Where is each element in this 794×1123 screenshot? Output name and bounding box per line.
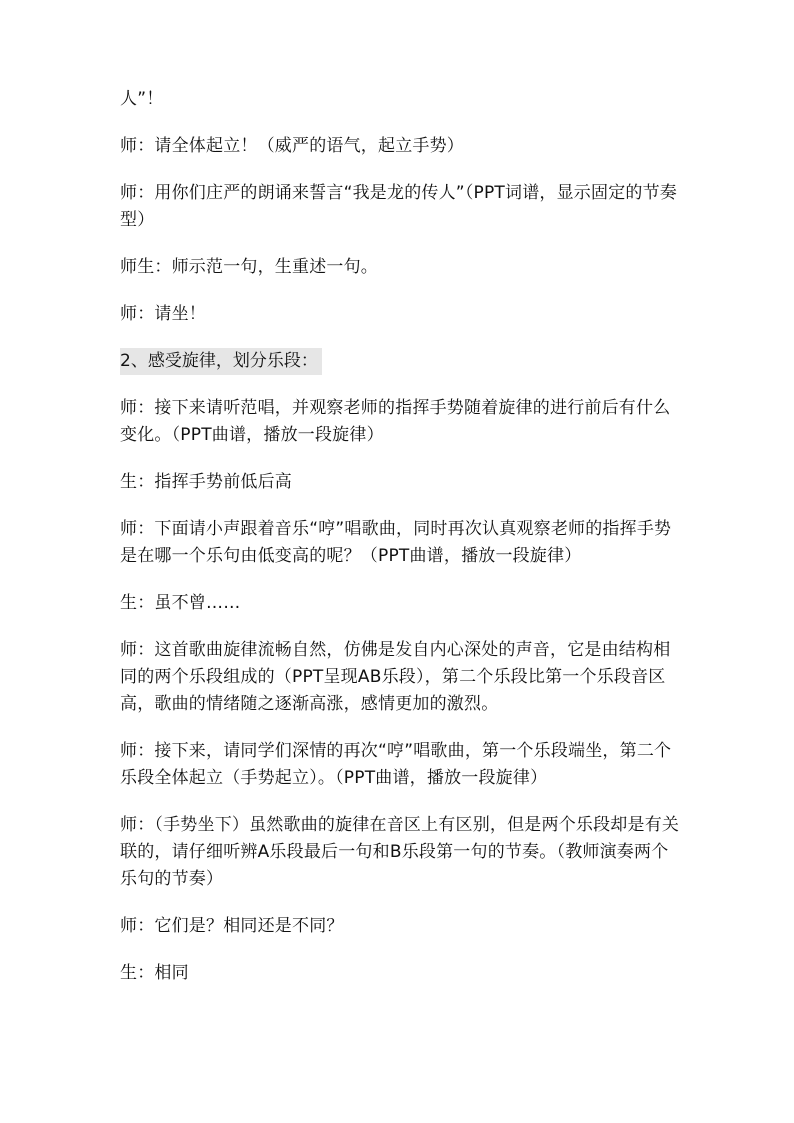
section-heading-text: 2、感受旋律，划分乐段： [120, 348, 322, 375]
paragraph: 师：下面请小声跟着音乐“哼”唱歌曲，同时再次认真观察老师的指挥手势是在哪一个乐句由低变高的呢？（PPT曲谱，播放一段旋律） [120, 519, 672, 566]
paragraph: 师：请全体起立！（威严的语气，起立手势） [120, 136, 464, 156]
paragraph: 师生：师示范一句，生重述一句。 [120, 257, 378, 277]
paragraph: 师：接下来请听范唱，并观察老师的指挥手势随着旋律的进行前后有什么变化。（PPT曲谱，播放一段旋律） [120, 398, 671, 445]
paragraph: 师：接下来，请同学们深情的再次“哼”唱歌曲，第一个乐段端坐，第二个乐段全体起立（手势起立）。（PPT曲谱，播放一段旋律） [120, 741, 672, 788]
paragraph: 生：虽不曾…… [120, 593, 241, 613]
paragraph: 师：用你们庄严的朗诵来誓言“我是龙的传人”（PPT词谱，显示固定的节奏型） [120, 183, 677, 230]
paragraph: 生：指挥手势前低后高 [120, 472, 292, 492]
document-body [120, 86, 680, 1007]
paragraph: 师：请坐！ [120, 304, 206, 324]
paragraph: 师：这首歌曲旋律流畅自然，仿佛是发自内心深处的声音，它是由结构相同的两个乐段组成的（PPT呈现AB乐段），第二个乐段比第一个乐段音区高，歌曲的情绪随之逐渐高涨，感情更加的激烈。 [120, 640, 671, 714]
section-heading [120, 348, 680, 375]
paragraph: 师：它们是？相同还是不同？ [120, 916, 344, 936]
paragraph: 师：（手势坐下）虽然歌曲的旋律在音区上有区别，但是两个乐段却是有关联的，请仔细听辨A乐段最后一句和B乐段第一句的节奏。（教师演奏两个乐句的节奏） [120, 815, 680, 889]
paragraph: 人”！ [120, 89, 164, 109]
paragraph: 生：相同 [120, 963, 189, 983]
